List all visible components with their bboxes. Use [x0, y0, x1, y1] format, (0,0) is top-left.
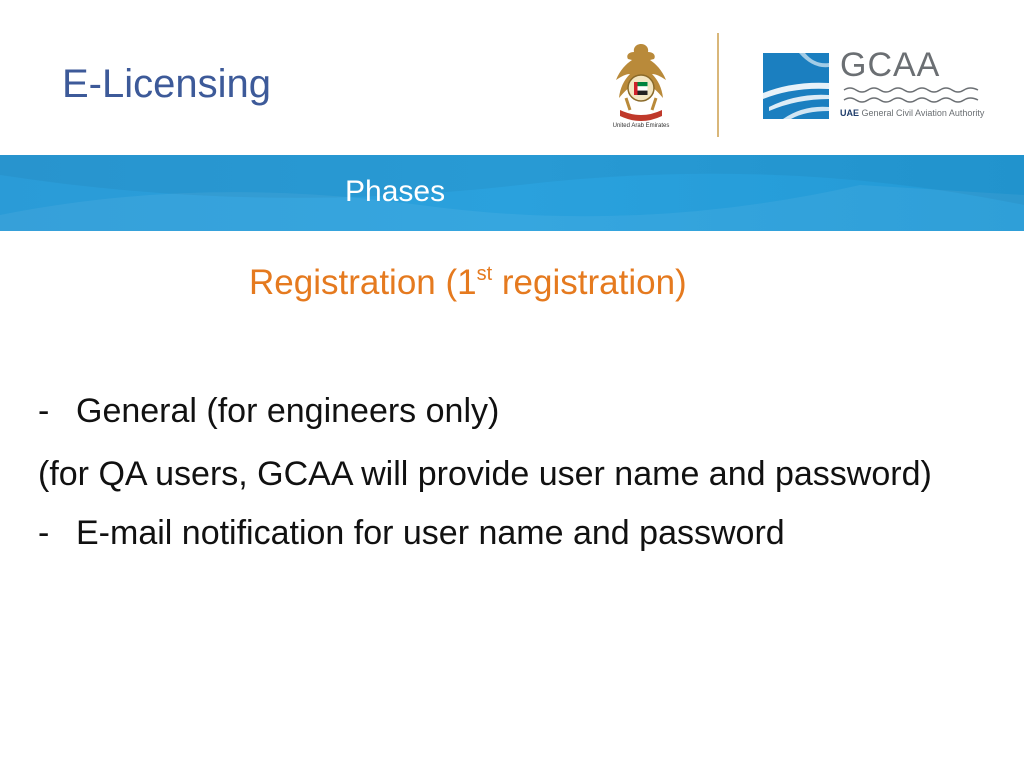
gcaa-logo-icon	[763, 53, 829, 119]
qa-note: (for QA users, GCAA will provide user name and password)	[38, 455, 932, 494]
banner-texture	[0, 155, 1024, 231]
logo-divider	[717, 33, 719, 137]
uae-emblem-icon	[606, 40, 676, 136]
subtitle-main: Registration (1	[249, 263, 477, 302]
emblem-caption: United Arab Emirates	[612, 123, 670, 129]
subtitle-superscript: st	[476, 263, 493, 285]
gcaa-sub-uae: UAE	[840, 108, 860, 118]
subtitle-rest: registration)	[492, 263, 687, 302]
gcaa-name: GCAA	[840, 46, 941, 84]
banner-label: Phases	[345, 175, 446, 208]
bullet-general	[38, 392, 998, 431]
phases-banner	[0, 155, 1024, 231]
bullet-email	[38, 514, 998, 553]
bullet-dash: -	[38, 514, 50, 553]
gcaa-sub-rest: General Civil Aviation Authority	[859, 108, 985, 118]
gcaa-arabic-wordmark	[840, 84, 982, 106]
registration-subtitle	[249, 264, 687, 300]
bullet-general-text: General (for engineers only)	[76, 392, 500, 430]
bullet-email-text: E-mail notification for user name and password	[76, 514, 785, 553]
slide-title: E-Licensing	[62, 62, 272, 106]
gcaa-subtitle	[840, 109, 984, 118]
slide-body	[38, 392, 998, 577]
bullet-dash: -	[38, 392, 50, 430]
